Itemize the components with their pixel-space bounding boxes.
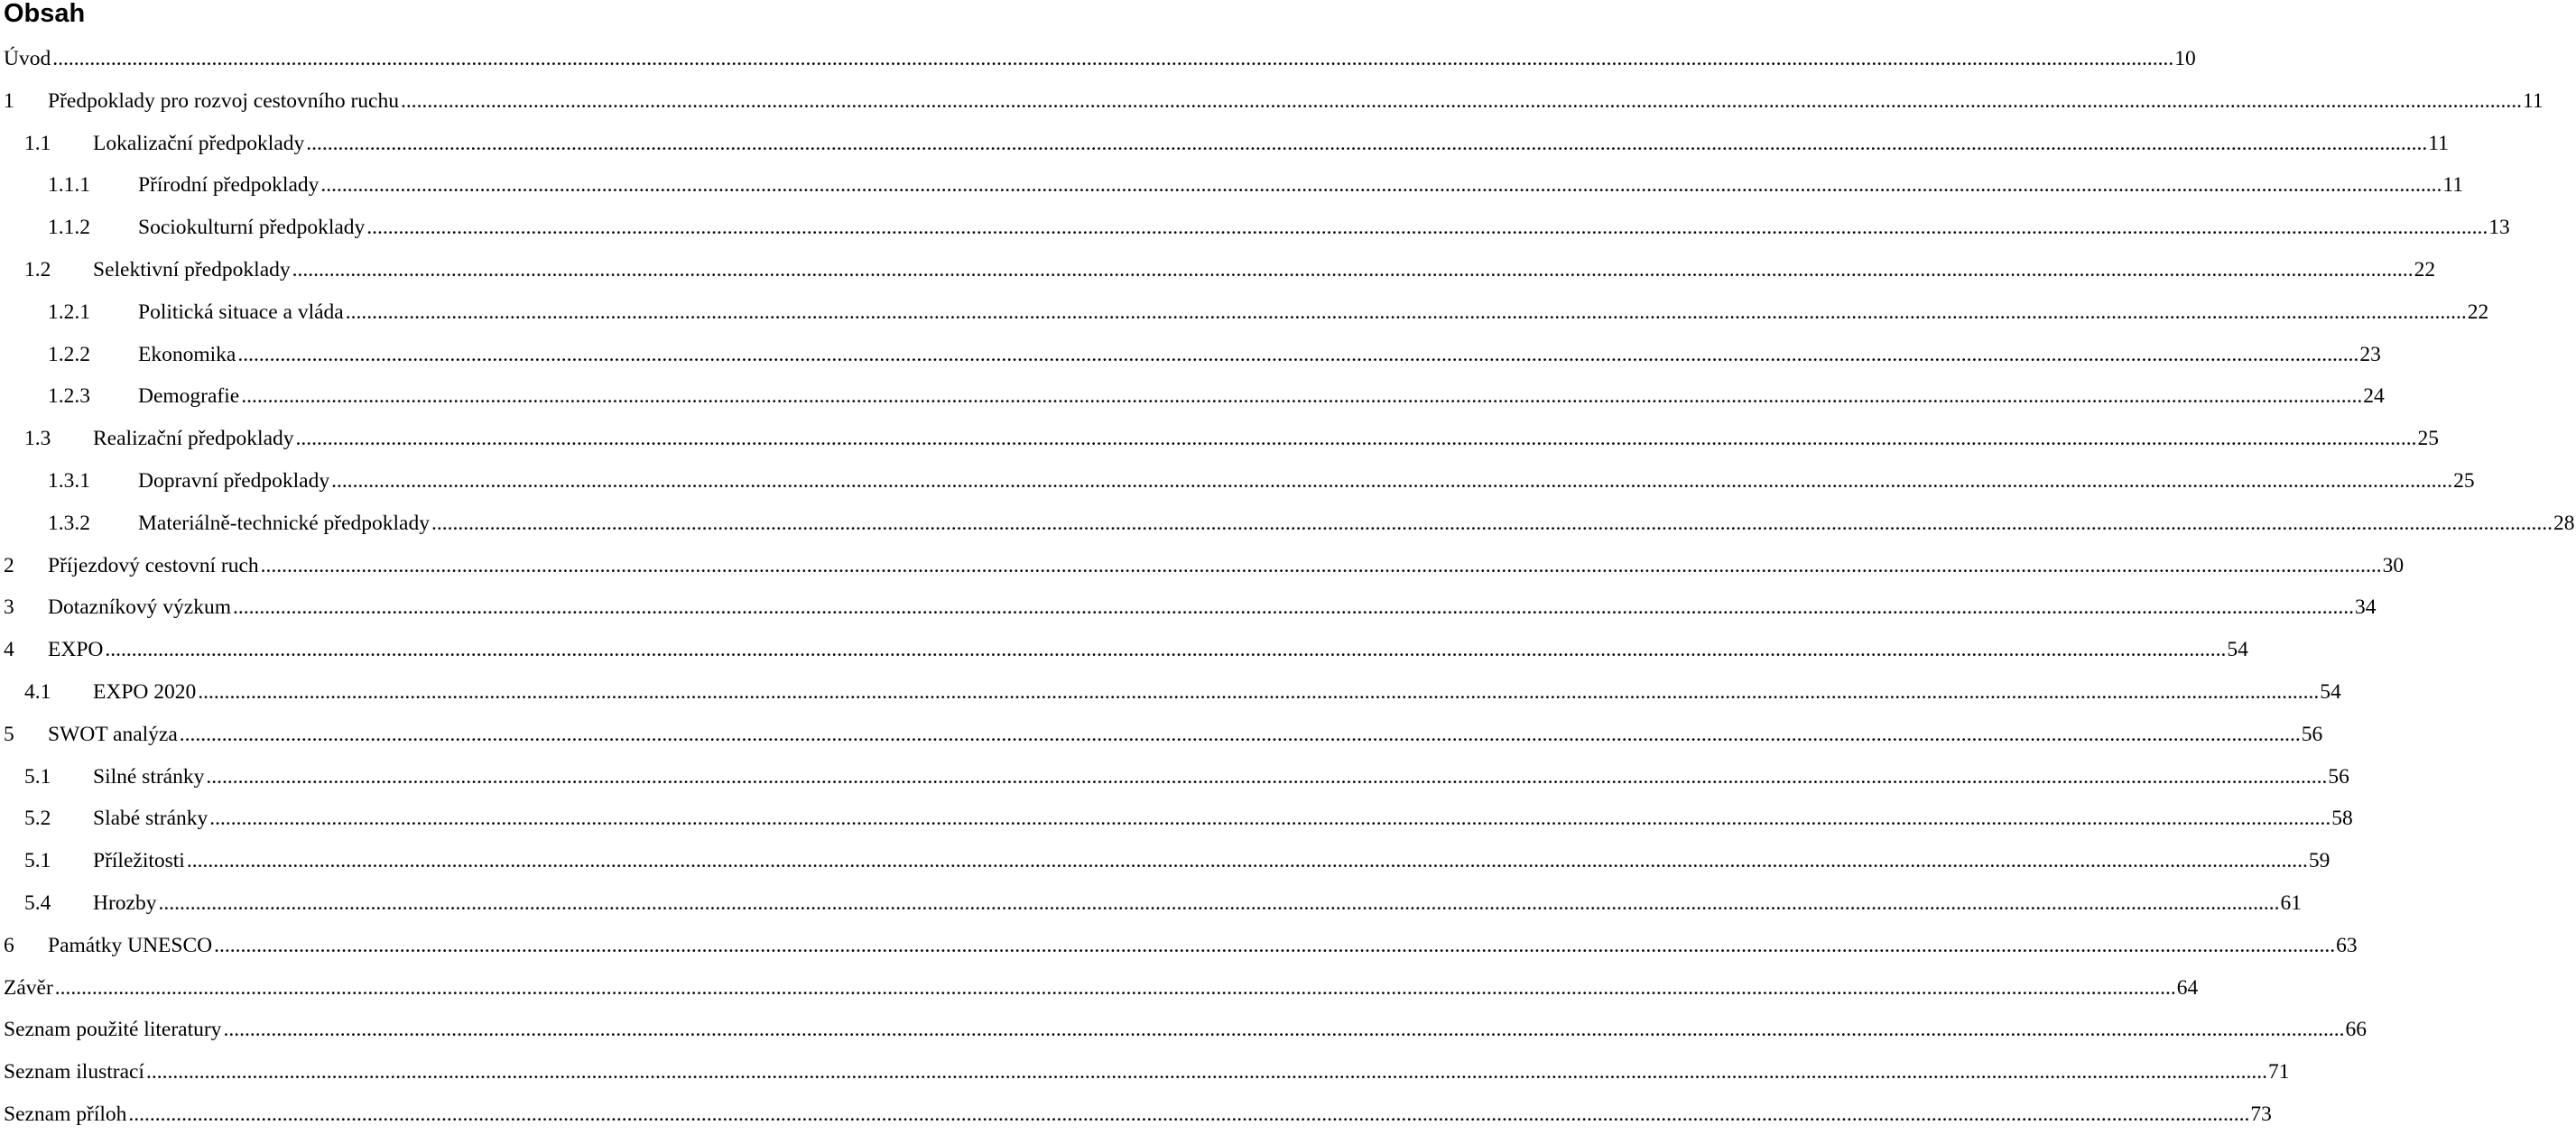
toc-entry[interactable] xyxy=(0,460,2475,502)
toc-entry-page-number: 56 xyxy=(2328,764,2349,789)
dot-leader: ................................................................................................................................................................................................................................................................................................................................................................................................................ xyxy=(128,1103,2250,1126)
toc-entry-page-number: 63 xyxy=(2336,933,2358,957)
toc-entry-page-number: 11 xyxy=(2442,173,2464,198)
toc-entry[interactable] xyxy=(0,1009,2367,1050)
toc-entry[interactable] xyxy=(0,503,2575,544)
toc-entry-number: 5.1 xyxy=(24,849,51,873)
toc-entry[interactable] xyxy=(0,545,2405,586)
toc-entry[interactable] xyxy=(0,798,2353,839)
toc-entry-page-number: 10 xyxy=(2174,47,2196,70)
toc-entry[interactable] xyxy=(0,586,2377,628)
dot-leader: ................................................................................................................................................................................................................................................................................................................................................................................................................ xyxy=(320,173,2442,198)
toc-entry-page-number: 56 xyxy=(2301,722,2323,746)
toc-entry-page-number: 58 xyxy=(2331,807,2353,831)
toc-entry-page-number: 11 xyxy=(2428,131,2449,155)
dot-leader: ................................................................................................................................................................................................................................................................................................................................................................................................................ xyxy=(292,258,2414,281)
toc-entry-page-number: 64 xyxy=(2176,975,2199,1000)
toc-entry-title: Předpoklady pro rozvoj cestovního ruchu xyxy=(48,88,399,113)
toc-entry-number: 1.3.1 xyxy=(48,469,90,493)
toc-entry-title: Slabé stránky xyxy=(93,807,208,831)
dot-leader: ................................................................................................................................................................................................................................................................................................................................................................................................................ xyxy=(306,131,2428,155)
toc-entry-number: 5 xyxy=(4,722,14,746)
toc-entry-title: Seznam příloh xyxy=(4,1103,127,1126)
toc-entry-page-number: 23 xyxy=(2359,342,2381,366)
toc-entry-title: Politická situace a vláda xyxy=(138,300,344,324)
dot-leader: ................................................................................................................................................................................................................................................................................................................................................................................................................ xyxy=(214,933,2336,957)
dot-leader: ................................................................................................................................................................................................................................................................................................................................................................................................................ xyxy=(295,427,2417,451)
dot-leader: ................................................................................................................................................................................................................................................................................................................................................................................................................ xyxy=(232,595,2354,620)
dot-leader: ................................................................................................................................................................................................................................................................................................................................................................................................................ xyxy=(400,88,2522,113)
toc-entry-title: EXPO 2020 xyxy=(93,680,197,704)
toc-entry-title: Příležitosti xyxy=(93,849,185,873)
dot-leader: ................................................................................................................................................................................................................................................................................................................................................................................................................ xyxy=(198,680,2320,704)
toc-entry-page-number: 30 xyxy=(2382,553,2405,577)
toc-entry-page-number: 25 xyxy=(2453,469,2475,493)
dot-leader: ................................................................................................................................................................................................................................................................................................................................................................................................................ xyxy=(331,469,2453,493)
toc-entry-page-number: 22 xyxy=(2467,300,2489,324)
dot-leader: ................................................................................................................................................................................................................................................................................................................................................................................................................ xyxy=(223,1018,2345,1042)
toc-entry-number: 4 xyxy=(4,638,14,662)
toc-entry-number: 3 xyxy=(4,595,14,620)
toc-entry[interactable] xyxy=(0,1051,2290,1093)
dot-leader: ................................................................................................................................................................................................................................................................................................................................................................................................................ xyxy=(158,891,2280,915)
toc-entry-number: 1.1.2 xyxy=(48,216,90,240)
dot-leader: ................................................................................................................................................................................................................................................................................................................................................................................................................ xyxy=(186,849,2308,873)
toc-entry[interactable] xyxy=(0,334,2381,375)
toc-entry-number: 5.4 xyxy=(24,891,51,915)
dot-leader: ................................................................................................................................................................................................................................................................................................................................................................................................................ xyxy=(345,300,2467,324)
toc-entry-page-number: 66 xyxy=(2345,1018,2367,1042)
page-title: Obsah xyxy=(4,0,86,28)
toc-entry-title: Příjezdový cestovní ruch xyxy=(48,553,259,577)
toc-entry[interactable] xyxy=(0,123,2449,164)
toc-entry[interactable] xyxy=(0,80,2544,122)
toc-entry-title: Lokalizační předpoklady xyxy=(93,131,305,155)
toc-entry[interactable] xyxy=(0,840,2330,881)
toc-entry-number: 6 xyxy=(4,933,14,957)
toc-entry-title: Ekonomika xyxy=(138,342,236,366)
dot-leader: ................................................................................................................................................................................................................................................................................................................................................................................................................ xyxy=(52,47,2174,70)
toc-entry[interactable] xyxy=(0,418,2440,459)
dot-leader: ................................................................................................................................................................................................................................................................................................................................................................................................................ xyxy=(366,216,2488,240)
toc-entry[interactable] xyxy=(0,164,2464,206)
toc-entry[interactable] xyxy=(0,967,2199,1009)
toc-entry-page-number: 59 xyxy=(2308,849,2330,873)
toc-entry-page-number: 54 xyxy=(2320,680,2341,704)
dot-leader: ................................................................................................................................................................................................................................................................................................................................................................................................................ xyxy=(54,975,2176,1000)
toc-entry-title: Selektivní předpoklady xyxy=(93,258,291,281)
toc-entry-number: 1.1 xyxy=(24,131,51,155)
toc-entry-title: Seznam použité literatury xyxy=(4,1018,222,1042)
toc-entry-number: 2 xyxy=(4,553,14,577)
toc-entry-title: Dotazníkový výzkum xyxy=(48,595,231,620)
toc-entry-title: Seznam ilustrací xyxy=(4,1060,144,1084)
toc-entry[interactable] xyxy=(0,925,2358,966)
toc-entry-title: Materiálně-technické předpoklady xyxy=(138,511,430,535)
dot-leader: ................................................................................................................................................................................................................................................................................................................................................................................................................ xyxy=(431,511,2553,535)
toc-entry[interactable] xyxy=(0,756,2349,798)
toc-entry-page-number: 71 xyxy=(2267,1060,2290,1084)
toc-entry-number: 1.2.2 xyxy=(48,342,90,366)
toc-entry-title: Realizační předpoklady xyxy=(93,427,294,451)
toc-entry-title: Závěr xyxy=(4,975,53,1000)
dot-leader: ................................................................................................................................................................................................................................................................................................................................................................................................................ xyxy=(209,807,2331,831)
dot-leader: ................................................................................................................................................................................................................................................................................................................................................................................................................ xyxy=(105,638,2227,662)
toc-entry-page-number: 34 xyxy=(2354,595,2377,620)
toc-entry-page-number: 22 xyxy=(2414,258,2436,281)
toc-entry-number: 4.1 xyxy=(24,680,51,704)
toc-entry-page-number: 73 xyxy=(2250,1103,2272,1126)
toc-entry-page-number: 25 xyxy=(2417,427,2440,451)
toc-entry-title: Hrozby xyxy=(93,891,157,915)
toc-entry[interactable] xyxy=(0,1093,2272,1135)
toc-entry-number: 1.2.1 xyxy=(48,300,90,324)
dot-leader: ................................................................................................................................................................................................................................................................................................................................................................................................................ xyxy=(260,553,2382,577)
toc-entry-page-number: 13 xyxy=(2488,216,2510,240)
dot-leader: ................................................................................................................................................................................................................................................................................................................................................................................................................ xyxy=(241,384,2363,409)
toc-entry-title: Památky UNESCO xyxy=(48,933,213,957)
toc-entry-number: 1.1.1 xyxy=(48,173,90,198)
toc-entry-title: Dopravní předpoklady xyxy=(138,469,330,493)
toc-entry[interactable] xyxy=(0,38,2196,79)
toc-entry-page-number: 24 xyxy=(2363,384,2385,409)
toc-entry-page-number: 54 xyxy=(2227,638,2248,662)
dot-leader: ................................................................................................................................................................................................................................................................................................................................................................................................................ xyxy=(145,1060,2267,1084)
toc-entry-number: 1.3.2 xyxy=(48,511,90,535)
toc-entry-title: EXPO xyxy=(48,638,104,662)
toc-entry[interactable] xyxy=(0,714,2323,755)
dot-leader: ................................................................................................................................................................................................................................................................................................................................................................................................................ xyxy=(237,342,2359,366)
toc-entry-number: 1 xyxy=(4,88,14,113)
toc-entry-number: 1.2 xyxy=(24,258,51,281)
toc-entry[interactable] xyxy=(0,291,2489,333)
toc-entry-page-number: 61 xyxy=(2280,891,2302,915)
toc-entry-number: 5.1 xyxy=(24,764,51,789)
toc-entry-title: Sociokulturní předpoklady xyxy=(138,216,366,240)
toc-entry-number: 1.3 xyxy=(24,427,51,451)
dot-leader: ................................................................................................................................................................................................................................................................................................................................................................................................................ xyxy=(179,722,2301,746)
toc-entry-page-number: 28 xyxy=(2553,511,2575,535)
toc-entry[interactable] xyxy=(0,207,2510,248)
toc-entry-title: Silné stránky xyxy=(93,764,205,789)
toc-entry-number: 5.2 xyxy=(24,807,51,831)
toc-entry[interactable] xyxy=(0,629,2248,670)
dot-leader: ................................................................................................................................................................................................................................................................................................................................................................................................................ xyxy=(206,764,2328,789)
toc-entry[interactable] xyxy=(0,671,2341,713)
toc-entry[interactable] xyxy=(0,375,2385,417)
toc-entry[interactable] xyxy=(0,882,2302,924)
toc-entry-title: Přírodní předpoklady xyxy=(138,173,320,198)
toc-entry-title: Úvod xyxy=(4,47,51,70)
toc-entry[interactable] xyxy=(0,249,2436,291)
toc-entry-number: 1.2.3 xyxy=(48,384,90,409)
toc-entry-title: SWOT analýza xyxy=(48,722,178,746)
toc-entry-title: Demografie xyxy=(138,384,240,409)
toc-entry-page-number: 11 xyxy=(2522,88,2544,113)
